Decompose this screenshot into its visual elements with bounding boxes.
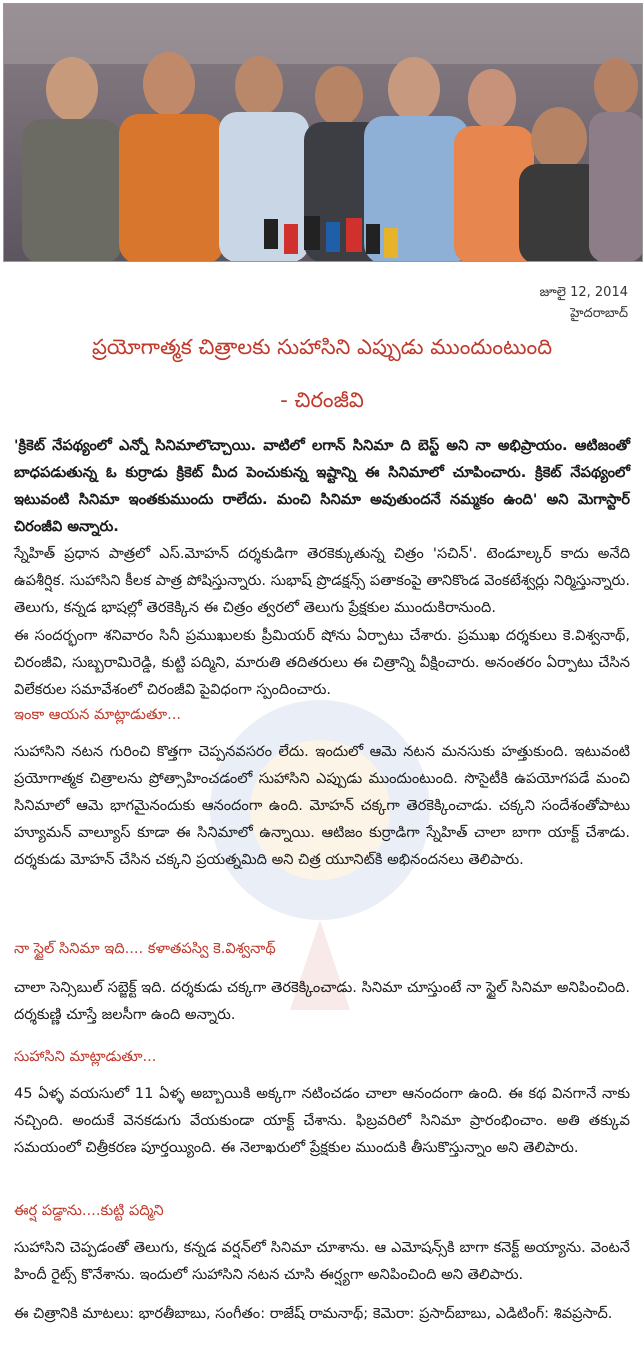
- paragraph-5: 45 ఏళ్ళ వయసులో 11 ఏళ్ళ అబ్బాయికి అక్కగా నటించడం చాలా ఆనందంగా ఉంది. ఈ కథ వినగానే నాకు నచ్చింది. అందుకే వెనకడుగు వేయకుండా యాక్ట్ చేశాను. ఫిబ్రవరిలో సినిమా ప్రారంభించాం. అతి తక్కువ సమయంలో చిత్రీకరణ పూర్తయ్యింది. ఈ నెలాఖరులో ప్రేక్షకుల ముందుకి తీసుకొస్తున్నాం అని తెలిపారు.: [14, 1085, 630, 1156]
- press-meet-photo: [3, 3, 643, 262]
- paragraph-2: ఈ సందర్భంగా శనివారం సినీ ప్రముఖులకు ప్రీమియర్ షోను ఏర్పాటు చేశారు. ప్రముఖ దర్శకులు కె.విశ్వనాథ్, చిరంజీవి, సుబ్బరామిరెడ్డి, కుట్టి పద్మిని, మారుతి తదితరులు ఈ చిత్రాన్ని వీక్షించారు. అనంతరం ఏర్పాటు చేసిన విలేకరుల సమావేశంలో చిరంజీవి పైవిధంగా స్పందించారు.: [14, 627, 630, 698]
- subheading-1: ఇంకా ఆయన మాట్లాడుతూ...: [14, 706, 181, 723]
- place-line: హైదరాబాద్: [570, 306, 628, 321]
- paragraph-3: సుహాసిని నటన గురించి కొత్తగా చెప్పనవసరం లేదు. ఇందులో ఆమె నటన మనసుకు హత్తుకుంది. ఇటువంటి ప్రయోగాత్మక చిత్రాలను ప్రోత్సాహించడంలో సుహాసిని ఎప్పుడు ముందుంటుంది. సొసైటీకి ఉపయోగపడే మంచి సినిమాలో ఆమె భాగమైనందుకు ఆనందంగా ఉంది. మోహన్ చక్కగా తెరకెక్కించాడు. చక్కని సందేశంతోపాటు హ్యూమన్ వాల్యూస్ కూడా ఈ సినిమాలో ఉన్నాయి. ఆటిజం కుర్రాడిగా స్నేహిత్ చాలా బాగా యాక్ట్ చేశాడు. దర్శకుడు మోహన్ చేసిన చక్కని ప్రయత్నమిది అని చిత్ర యూనిట్‌కి అభినందనలు తెలిపారు.: [14, 743, 630, 868]
- subheading-4: ఈర్ష పడ్డాను....కుట్టి పద్మిని: [14, 1202, 164, 1219]
- paragraph-1b: స్నేహిత్ ప్రధాన పాత్రలో ఎస్.మోహన్ దర్శకుడిగా తెరకెక్కుతున్న చిత్రం 'సచిన్'. టెండూల్కర్ కాదు అనేది ఉపశీర్షిక. సుహాసిని కీలక పాత్ర పోషిస్తున్నారు. సుభాష్ ప్రొడక్షన్స్ పతాకంపై తానికొండ వెంకటేశ్వర్లు నిర్మిస్తున్నారు. తెలుగు, కన్నడ భాషల్లో తెరకెక్కిన ఈ చిత్రం త్వరలో తెలుగు ప్రేక్షకుల ముందుకిరానుంది.: [14, 545, 630, 616]
- paragraph-7: ఈ చిత్రానికి మాటలు: భారతీబాబు, సంగీతం: రాజేష్ రామనాథ్; కెమెరా: ప్రసాద్‌బాబు, ఎడిటింగ్: శివప్రసాద్.: [14, 1305, 613, 1322]
- subheading-3: సుహాసిని మాట్లాడుతూ...: [14, 1048, 157, 1065]
- paragraph-6: సుహాసిని చెప్పడంతో తెలుగు, కన్నడ వర్షన్‌లో సినిమా చూశాను. ఆ ఎమోషన్స్‌కి బాగా కనెక్ట్ అయ్యాను. వెంటనే హిందీ రైట్స్ కొనేశాను. ఇందులో సుహాసిని నటన చూసి ఈర్ష్యగా అనిపించింది అని తెలిపారు.: [14, 1239, 630, 1283]
- paragraph-1: 'క్రికెట్ నేపథ్యంలో ఎన్నో సినిమాలొచ్చాయి. వాటిలో లగాన్ సినిమా ది బెస్ట్ అని నా అభిప్రాయం. ఆటిజంతో బాధపడుతున్న ఓ కుర్రాడు క్రికెట్ మీద పెంచుకున్న ఇష్టాన్ని ఈ సినిమాలో చూపించారు. క్రికెట్ నేపథ్యంలో ఇటువంటి సినిమా ఇంతకుముందు రాలేదు. మంచి సినిమా అవుతుందనే నమ్మకం ఉంది' అని మెగాస్టార్ చిరంజీవి అన్నారు.: [14, 437, 630, 535]
- date-line: జూలై 12, 2014: [539, 285, 628, 300]
- headline: ప్రయోగాత్మక చిత్రాలకు సుహాసిని ఎప్పుడు ముందుంటుంది: [91, 335, 553, 359]
- headline-byline: - చిరంజీవి: [280, 388, 364, 412]
- paragraph-4: చాలా సెన్సిబుల్ సబ్జెక్ట్ ఇది. దర్శకుడు చక్కగా తెరకెక్కించాడు. సినిమా చూస్తుంటే నా స్టైల్ సినిమా అనిపించింది. దర్శకుణ్ణి చూస్తే జలసీగా ఉంది అన్నారు.: [14, 979, 630, 1023]
- subheading-2: నా స్టైల్ సినిమా ఇది.... కళాతపస్వి కె.విశ్వనాథ్: [14, 940, 276, 957]
